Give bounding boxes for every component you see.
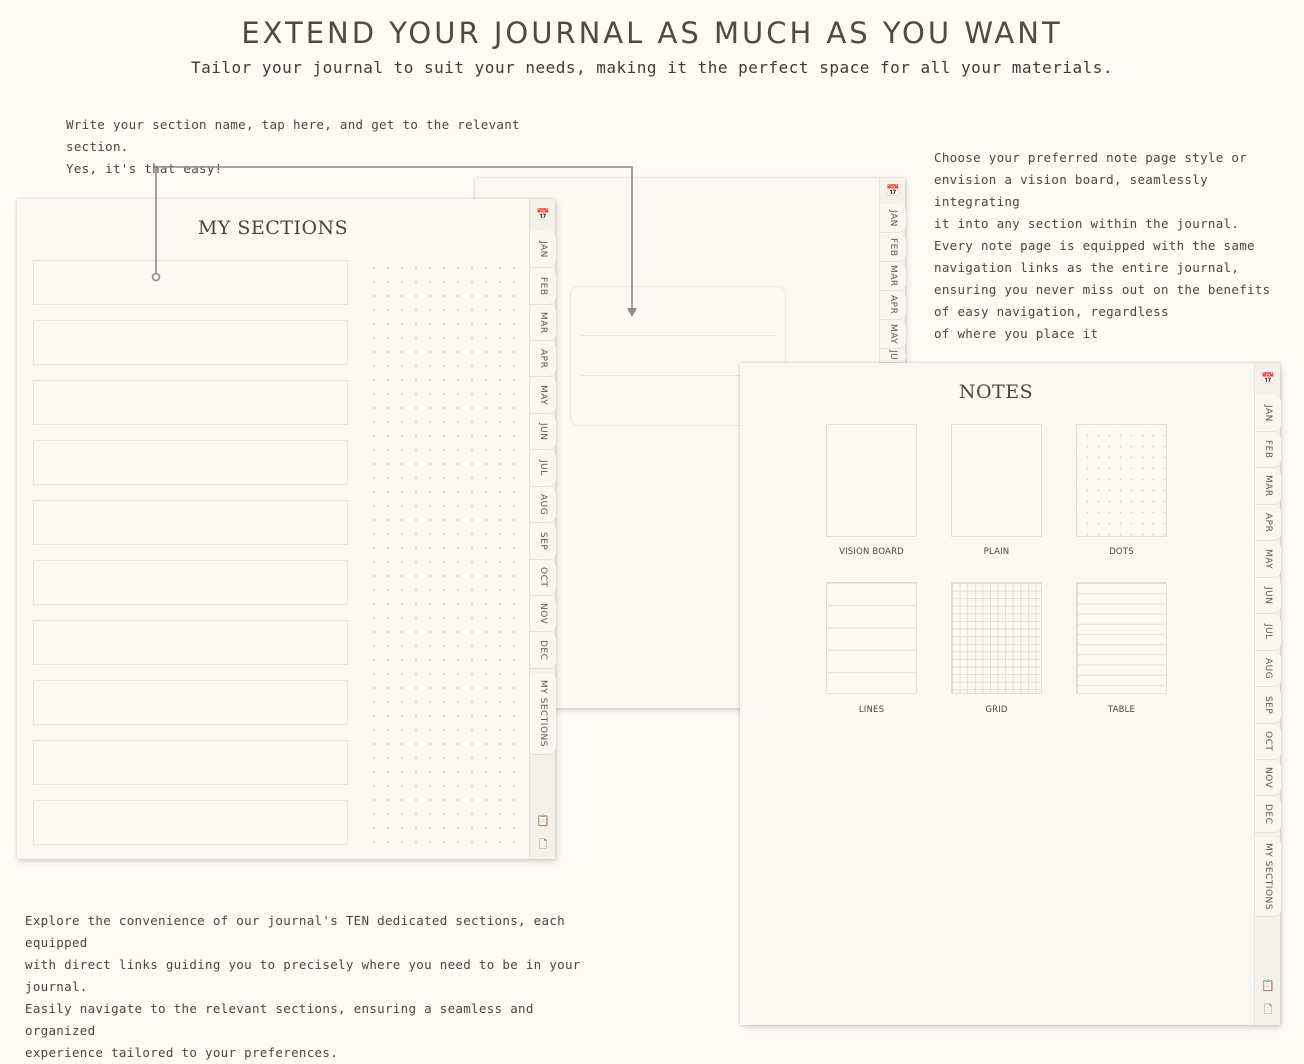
tab-my-sections[interactable]: MY SECTIONS <box>1255 837 1281 917</box>
journal-page-notes <box>740 363 1280 1025</box>
section-name-field-5[interactable] <box>33 500 348 545</box>
template-table[interactable] <box>1076 582 1167 694</box>
section-name-field-2[interactable] <box>33 320 348 365</box>
tab-may[interactable]: MAY <box>880 320 906 349</box>
note-icon[interactable]: 🗋 <box>538 837 548 851</box>
left-side-tabs <box>529 199 555 859</box>
calendar-icon[interactable]: 📅 <box>536 207 550 221</box>
tab-jul[interactable]: JUL <box>530 450 556 487</box>
tab-oct[interactable]: OCT <box>530 560 556 596</box>
clipboard-icon[interactable]: 📋 <box>1261 978 1275 992</box>
template-grid[interactable] <box>951 582 1042 694</box>
tab-jan[interactable]: JAN <box>530 231 556 268</box>
tab-may[interactable]: MAY <box>530 377 556 414</box>
section-name-field-10[interactable] <box>33 800 348 845</box>
section-name-field-7[interactable] <box>33 620 348 665</box>
tab-sep[interactable]: SEP <box>1255 687 1281 724</box>
note-icon[interactable]: 🗋 <box>1263 1002 1273 1016</box>
tab-feb[interactable]: FEB <box>880 233 906 262</box>
template-dots[interactable] <box>1076 424 1167 537</box>
template-lines[interactable] <box>826 582 917 694</box>
tab-jun[interactable]: JUN <box>1255 578 1281 614</box>
my-sections-title: MY SECTIONS <box>197 217 349 239</box>
tab-jan[interactable]: JAN <box>1255 395 1281 432</box>
tab-sep[interactable]: SEP <box>530 523 556 560</box>
tab-feb[interactable]: FEB <box>530 268 556 305</box>
tab-feb[interactable]: FEB <box>1255 432 1281 468</box>
tab-my-sections[interactable]: MY SECTIONS <box>530 673 556 755</box>
caption-notes-info: Choose your preferred note page style or envision a vision board, seamlessly integrating it into any section within the journal. Every note page is equipped with the same navigation links as the entire journal, ensuring you never miss out on the benefits of easy navigation, regardless of where you place it <box>934 150 1271 341</box>
section-name-field-3[interactable] <box>33 380 348 425</box>
section-name-field-4[interactable] <box>33 440 348 485</box>
tab-apr[interactable]: APR <box>530 341 556 377</box>
tab-nov[interactable]: NOV <box>530 596 556 632</box>
page-headline: EXTEND YOUR JOURNAL AS MUCH AS YOU WANT <box>241 16 1063 50</box>
template-label-lines: LINES <box>858 705 885 715</box>
tab-jul[interactable]: JUL <box>1255 614 1281 651</box>
template-vision-board[interactable] <box>826 424 917 537</box>
template-label-table: TABLE <box>1107 705 1136 715</box>
template-plain[interactable] <box>951 424 1042 537</box>
tab-aug[interactable]: AUG <box>530 487 556 523</box>
section-name-field-9[interactable] <box>33 740 348 785</box>
tab-mar[interactable]: MAR <box>880 262 906 291</box>
section-name-field-1[interactable] <box>33 260 348 305</box>
tab-mar[interactable]: MAR <box>1255 468 1281 505</box>
calendar-icon[interactable]: 📅 <box>1261 371 1275 385</box>
caption-sections-info: Explore the convenience of our journal's TEN dedicated sections, each equipped with direct links guiding you to precisely where you need to be in your journal. Easily navigate to the relevant sections, ensuring a seamless and organized experience tailored to your preferences. <box>25 913 581 1060</box>
card-divider <box>581 335 776 336</box>
tab-jun[interactable]: JU <box>880 349 906 363</box>
caption-sections-tip: Write your section name, tap here, and get to the relevant section. Yes, it's that easy! <box>66 117 520 176</box>
section-name-field-6[interactable] <box>33 560 348 605</box>
tab-jan[interactable]: JAN <box>880 204 906 233</box>
tab-apr[interactable]: APR <box>880 291 906 320</box>
template-label-plain: PLAIN <box>983 547 1010 557</box>
tab-nov[interactable]: NOV <box>1255 760 1281 796</box>
right-side-tabs <box>1254 363 1280 1025</box>
template-label-dots: DOTS <box>1109 547 1134 557</box>
tab-jun[interactable]: JUN <box>530 414 556 450</box>
tab-apr[interactable]: APR <box>1255 505 1281 541</box>
tab-may[interactable]: MAY <box>1255 541 1281 578</box>
dot-grid-area <box>367 261 517 846</box>
template-label-grid: GRID <box>985 705 1008 715</box>
calendar-icon[interactable]: 📅 <box>886 183 900 197</box>
tab-dec[interactable]: DEC <box>1255 796 1281 833</box>
tab-aug[interactable]: AUG <box>1255 651 1281 687</box>
notes-title: NOTES <box>958 381 1034 403</box>
journal-page-my-sections <box>17 199 555 859</box>
page-subheadline: Tailor your journal to suit your needs, making it the perfect space for all your materials. <box>190 58 1114 77</box>
tab-oct[interactable]: OCT <box>1255 724 1281 760</box>
tab-dec[interactable]: DEC <box>530 632 556 669</box>
template-label-vision-board: VISION BOARD <box>839 547 904 557</box>
section-name-field-8[interactable] <box>33 680 348 725</box>
clipboard-icon[interactable]: 📋 <box>536 813 550 827</box>
tab-mar[interactable]: MAR <box>530 305 556 341</box>
